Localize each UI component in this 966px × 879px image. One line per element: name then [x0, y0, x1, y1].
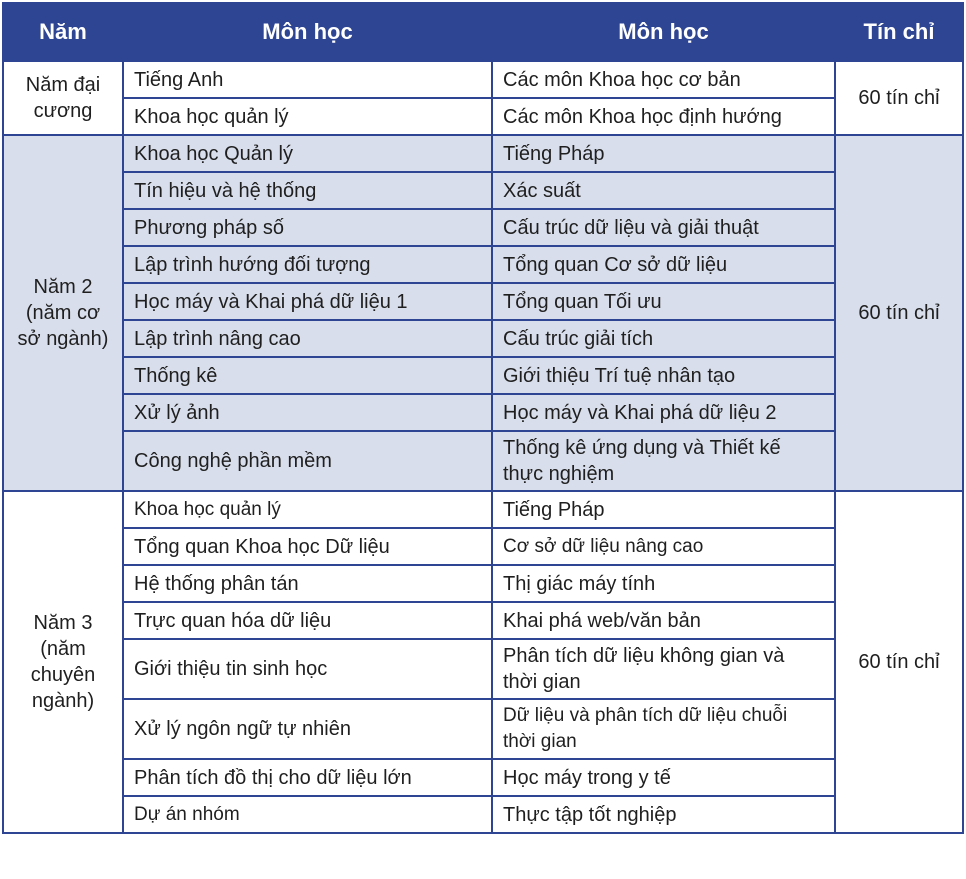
- subject-cell: Thống kê ứng dụng và Thiết kế thực nghiệm: [492, 431, 835, 491]
- subject-cell: Phân tích đồ thị cho dữ liệu lớn: [123, 759, 492, 796]
- year-cell: Năm 3 (năm chuyên ngành): [3, 491, 123, 833]
- subject-cell: Giới thiệu tin sinh học: [123, 639, 492, 699]
- credits-cell: 60 tín chỉ: [835, 491, 963, 833]
- subject-cell: Tổng quan Khoa học Dữ liệu: [123, 528, 492, 565]
- header-subject-b: Môn học: [492, 3, 835, 61]
- group-foundation-year: [3, 61, 963, 135]
- table-row: [3, 172, 963, 209]
- subject-cell: Lập trình nâng cao: [123, 320, 492, 357]
- subject-cell: Phương pháp số: [123, 209, 492, 246]
- table-row: [3, 699, 963, 759]
- subject-cell: Học máy và Khai phá dữ liệu 2: [492, 394, 835, 431]
- subject-cell: Thị giác máy tính: [492, 565, 835, 602]
- table-row: [3, 135, 963, 172]
- group-year-2: [3, 135, 963, 491]
- subject-cell: Các môn Khoa học định hướng: [492, 98, 835, 135]
- table-row: [3, 796, 963, 833]
- subject-cell: Học máy trong y tế: [492, 759, 835, 796]
- subject-cell: Phân tích dữ liệu không gian và thời gian: [492, 639, 835, 699]
- table-row: [3, 431, 963, 491]
- table-row: [3, 209, 963, 246]
- table-row: [3, 98, 963, 135]
- subject-cell: Cấu trúc giải tích: [492, 320, 835, 357]
- header-subject-a: Môn học: [123, 3, 492, 61]
- table-row: [3, 357, 963, 394]
- subject-cell: Tín hiệu và hệ thống: [123, 172, 492, 209]
- subject-cell: Trực quan hóa dữ liệu: [123, 602, 492, 639]
- subject-cell: Dữ liệu và phân tích dữ liệu chuỗi thời gian: [492, 699, 835, 759]
- header-credits: Tín chỉ: [835, 3, 963, 61]
- subject-cell: Thống kê: [123, 357, 492, 394]
- subject-cell: Xử lý ảnh: [123, 394, 492, 431]
- subject-cell: Tiếng Pháp: [492, 491, 835, 528]
- subject-cell: Giới thiệu Trí tuệ nhân tạo: [492, 357, 835, 394]
- table-row: [3, 528, 963, 565]
- header-row: [3, 3, 963, 61]
- year-cell: Năm đại cương: [3, 61, 123, 135]
- credits-cell: 60 tín chỉ: [835, 61, 963, 135]
- subject-cell: Hệ thống phân tán: [123, 565, 492, 602]
- header-year: Năm: [3, 3, 123, 61]
- table-row: [3, 602, 963, 639]
- subject-cell: Thực tập tốt nghiệp: [492, 796, 835, 833]
- table-row: [3, 759, 963, 796]
- subject-cell: Các môn Khoa học cơ bản: [492, 61, 835, 98]
- year-cell: Năm 2 (năm cơ sở ngành): [3, 135, 123, 491]
- curriculum-table: [2, 2, 964, 834]
- subject-cell: Lập trình hướng đối tượng: [123, 246, 492, 283]
- group-year-3: [3, 491, 963, 833]
- subject-cell: Tiếng Pháp: [492, 135, 835, 172]
- table-row: [3, 639, 963, 699]
- subject-cell: Tiếng Anh: [123, 61, 492, 98]
- table-row: [3, 61, 963, 98]
- table-row: [3, 565, 963, 602]
- subject-cell: Dự án nhóm: [123, 796, 492, 833]
- subject-cell: Tổng quan Tối ưu: [492, 283, 835, 320]
- credits-cell: 60 tín chỉ: [835, 135, 963, 491]
- subject-cell: Xác suất: [492, 172, 835, 209]
- subject-cell: Học máy và Khai phá dữ liệu 1: [123, 283, 492, 320]
- table-row: [3, 394, 963, 431]
- subject-cell: Khoa học quản lý: [123, 491, 492, 528]
- subject-cell: Khoa học quản lý: [123, 98, 492, 135]
- subject-cell: Xử lý ngôn ngữ tự nhiên: [123, 699, 492, 759]
- table-row: [3, 283, 963, 320]
- table-row: [3, 320, 963, 357]
- subject-cell: Cơ sở dữ liệu nâng cao: [492, 528, 835, 565]
- subject-cell: Cấu trúc dữ liệu và giải thuật: [492, 209, 835, 246]
- table-row: [3, 246, 963, 283]
- table-row: [3, 491, 963, 528]
- subject-cell: Tổng quan Cơ sở dữ liệu: [492, 246, 835, 283]
- subject-cell: Khai phá web/văn bản: [492, 602, 835, 639]
- subject-cell: Khoa học Quản lý: [123, 135, 492, 172]
- subject-cell: Công nghệ phần mềm: [123, 431, 492, 491]
